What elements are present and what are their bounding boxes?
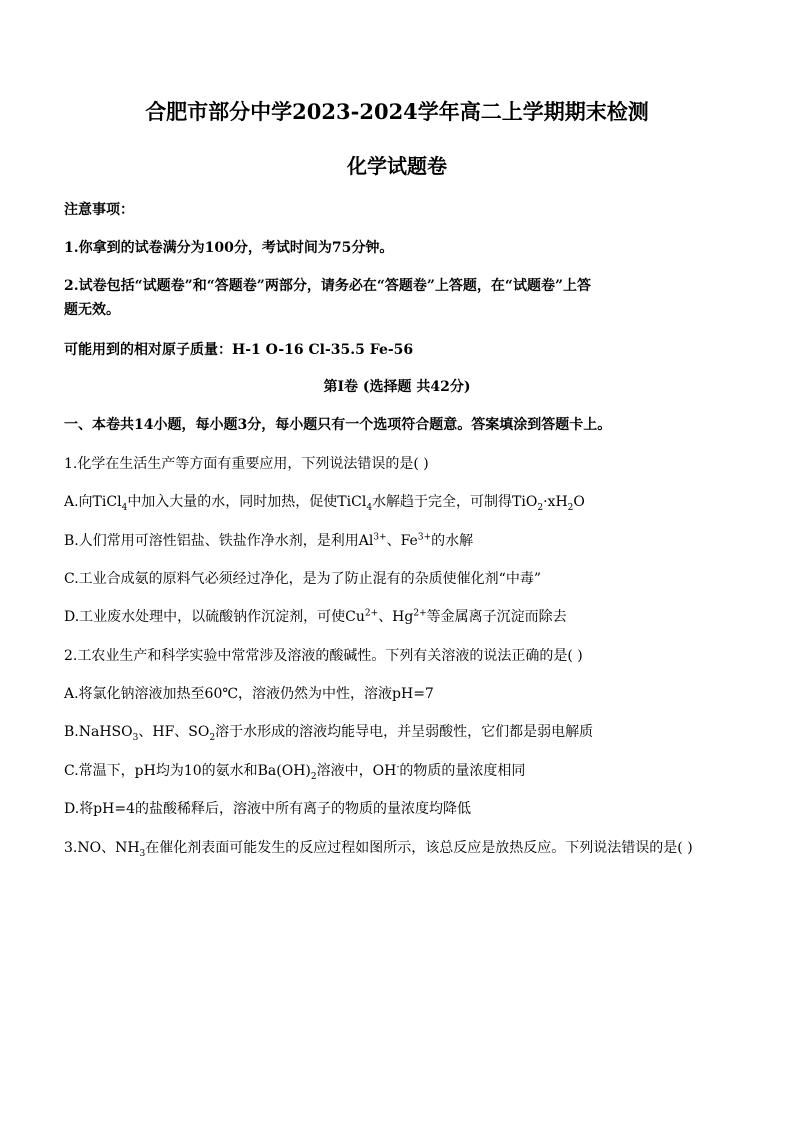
question-2-option-c: C.常温下，pH均为10的氨水和$Ba(OH)_2$溶液中，OH-的物质的量浓度相同 [64,762,526,782]
question-1-option-b: B.人们常用可溶性铝盐、铁盐作净水剂，是利用$Al^{3+}$、$Fe^{3+}$的水解 [64,532,474,549]
question-2-stem: 2.工农业生产和科学实验中常常涉及溶液的酸碱性。下列有关溶液的说法正确的是( ) [64,648,583,664]
section-instructions: 一、本卷共14小题，每小题3分，每小题只有一个选项符合题意。答案填涂到答题卡上。 [64,417,612,433]
question-1-option-d: D.工业废水处理中，以硫酸钠作沉淀剂，可使$Cu^{2+}$、$Hg^{2+}$等金属离子沉淀而除去 [64,608,567,625]
question-1-option-a: A.向TiCl$_4$中加入大量的水，同时加热，促使TiCl$_4$水解趋于完全，可制得$TiO_2\cdot xH_2O$ [64,494,585,513]
question-2-option-d: D.将pH=4的盐酸稀释后，溶液中所有离子的物质的量浓度均降低 [64,801,471,817]
notice-item-1: 1.你拿到的试卷满分为100分，考试时间为75分钟。 [64,240,394,256]
atomic-masses: 可能用到的相对原子质量：H-1 O-16 Cl-35.5 Fe-56 [64,342,414,358]
question-1-option-c: C.工业合成氨的原料气必须经过净化，是为了防止混有的杂质使催化剂“中毒” [64,571,541,587]
notice-item-2-line-2: 题无效。 [64,302,120,318]
question-1-stem: 1.化学在生活生产等方面有重要应用，下列说法错误的是( ) [64,456,429,472]
section-title: 第Ⅰ卷 (选择题 共42分) [323,379,471,395]
question-2-option-b: B.NaHSO$_3$、HF、$SO_2$溶于水形成的溶液均能导电，并呈弱酸性，它们都是弱电解质 [64,724,594,743]
question-3-stem: 3.NO、$NH_3$在催化剂表面可能发生的反应过程如图所示，该总反应是放热反应。下列说法错误的是( ) [64,840,693,859]
question-2-option-a: A.将氯化钠溶液加热至60℃，溶液仍然为中性，溶液pH=7 [64,686,434,702]
notice-heading: 注意事项： [64,202,134,218]
exam-subtitle: 化学试题卷 [347,154,447,178]
exam-title: 合肥市部分中学2023-2024学年高二上学期期末检测 [145,99,649,124]
notice-item-2-line-1: 2.试卷包括“试题卷”和“答题卷”两部分，请务必在“答题卷”上答题，在“试题卷”上答 [64,278,592,294]
